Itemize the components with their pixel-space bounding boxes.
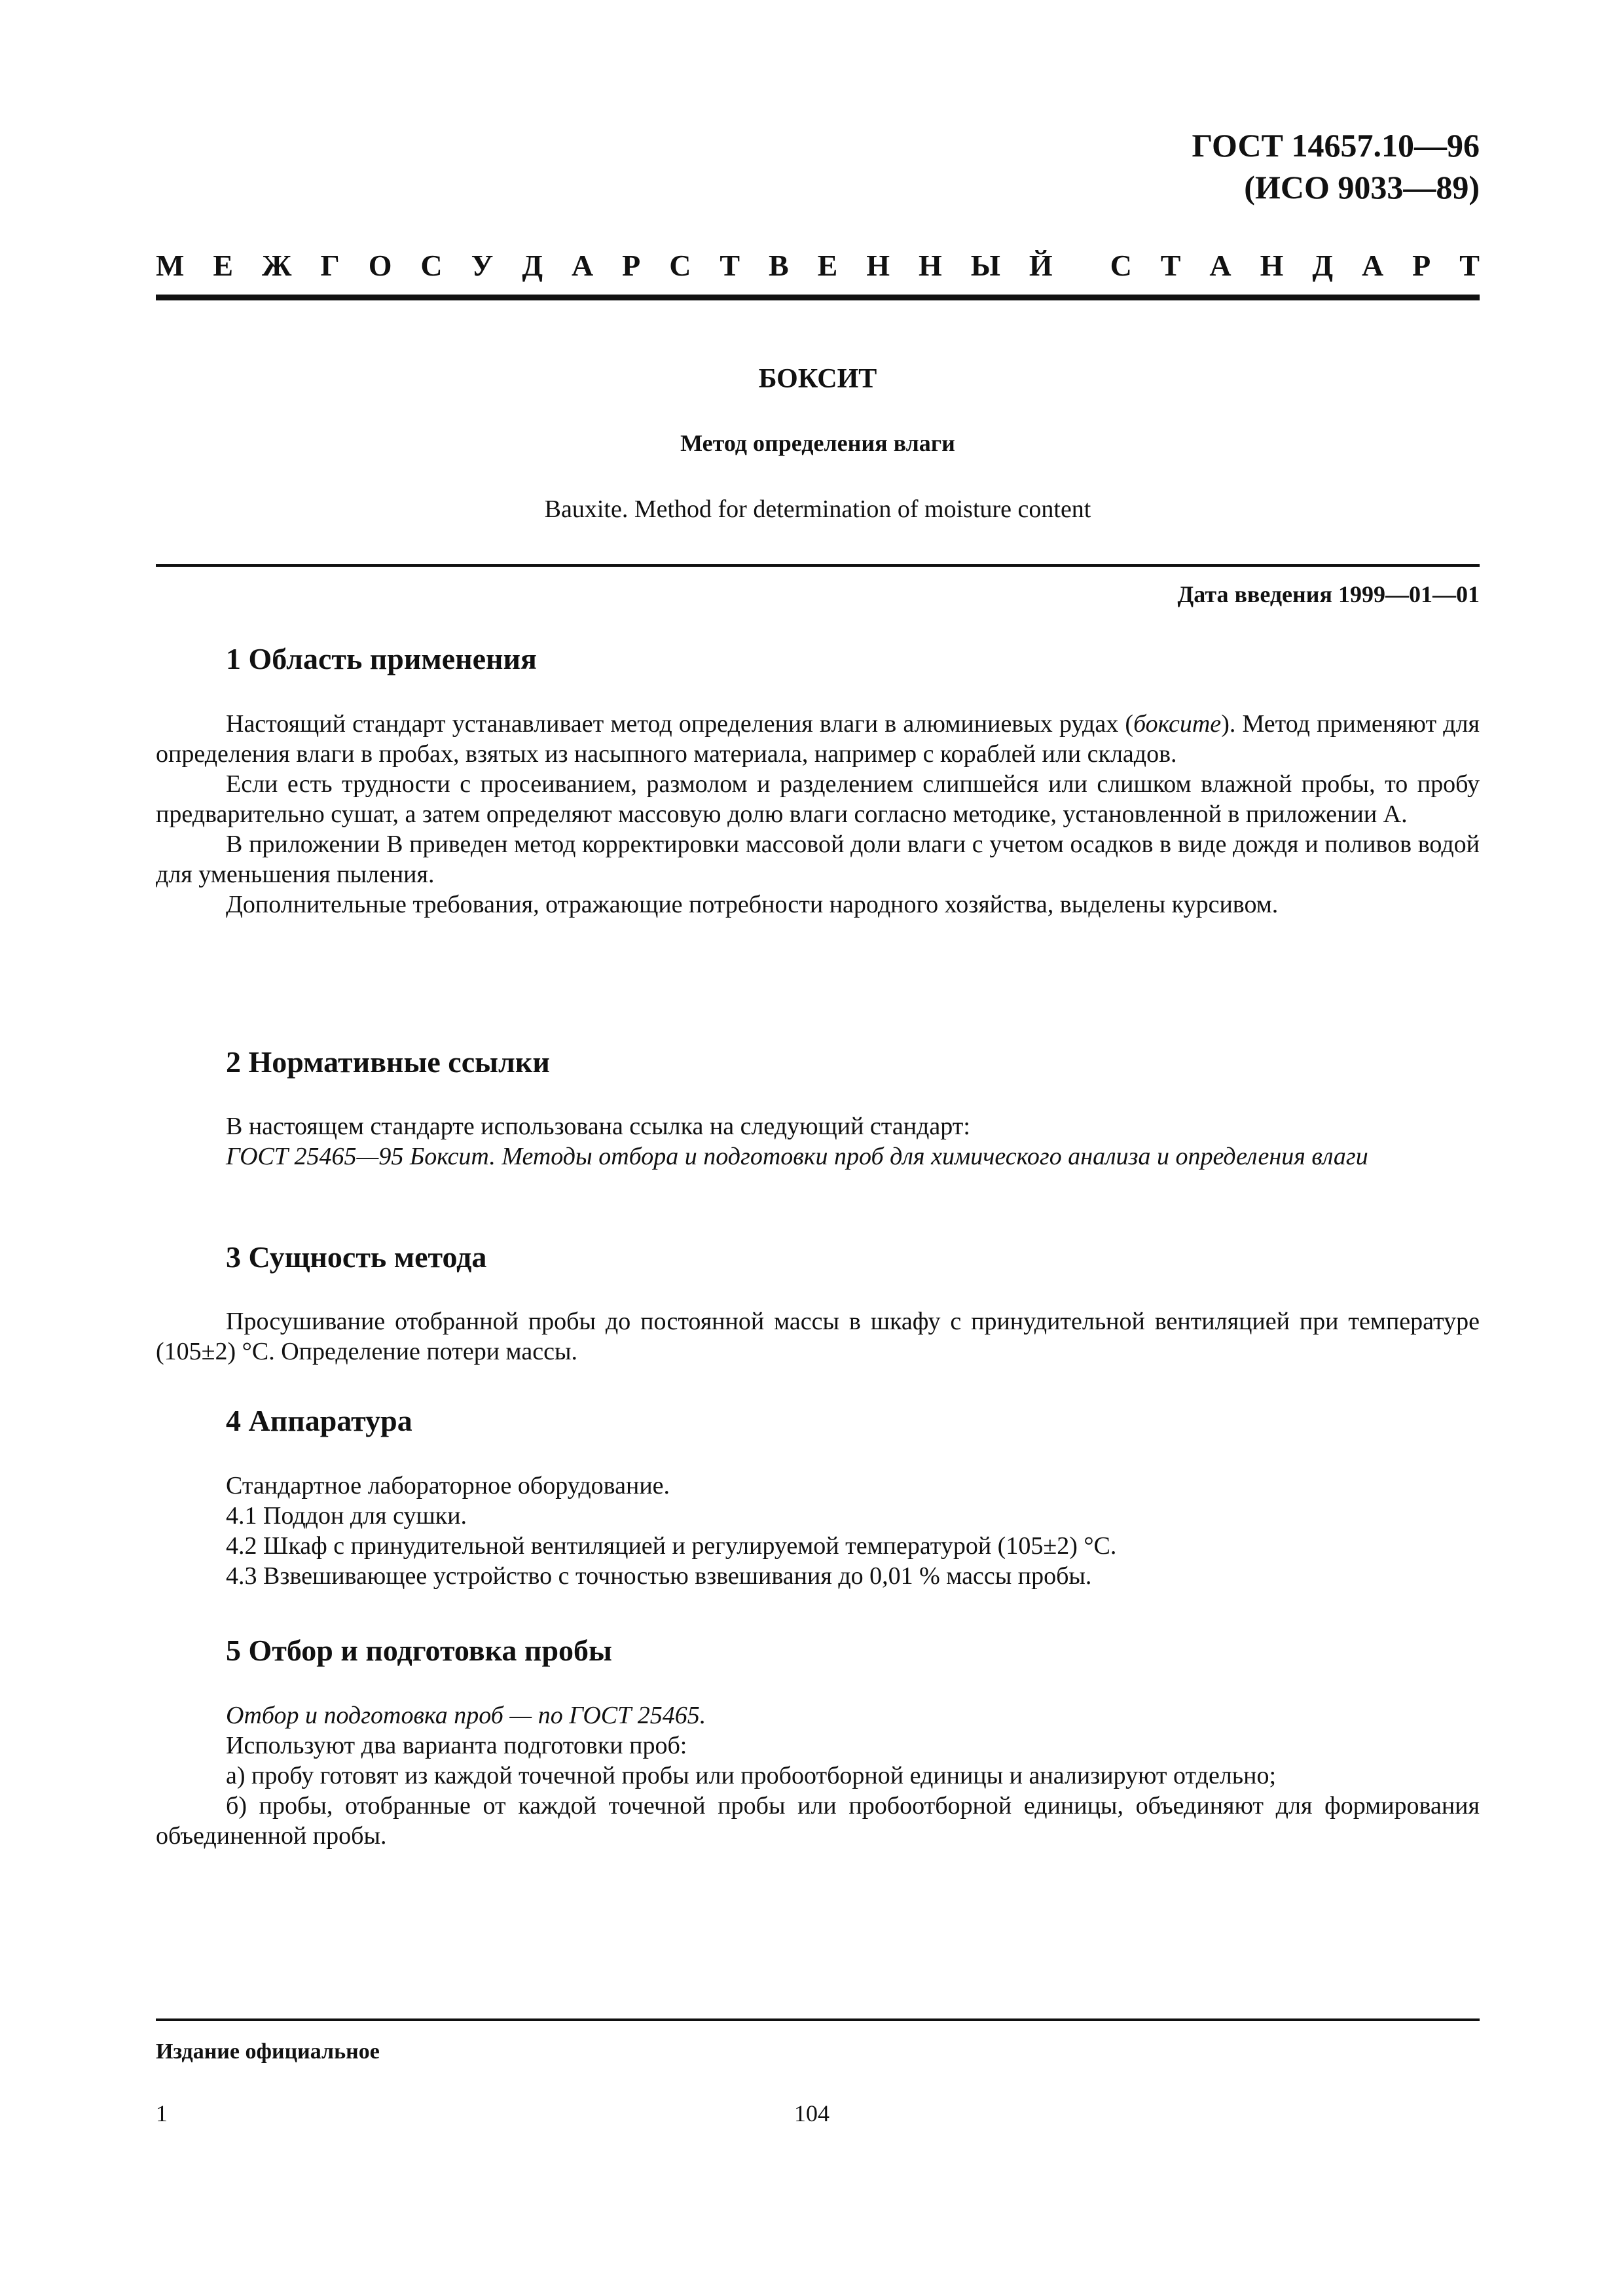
list-item: 4.3 Взвешивающее устройство с точностью взвешивания до 0,01 % массы пробы. [226, 1562, 1092, 1590]
section-heading: 4 Аппаратура [226, 1404, 412, 1437]
banner-letter: Е [817, 249, 838, 282]
text: Настоящий стандарт устанавливает метод определения влаги в алюминиевых рудах ( [226, 710, 1134, 738]
document-subtitle: Метод определения влаги [680, 430, 955, 456]
italic-text: боксите [1133, 710, 1222, 738]
banner-letter: Р [622, 249, 641, 282]
gost-designation [1192, 124, 1480, 208]
reference-item: ГОСТ 25465—95 Боксит. Методы отбора и подготовки проб для химического анализа и определения влаги [226, 1143, 1368, 1170]
banner-letter: С [420, 249, 443, 282]
sheet-number: 1 [156, 2100, 168, 2126]
section-body [156, 709, 1480, 920]
list-item: а) пробу готовят из каждой точечной пробы или пробоотборной единицы и анализируют отдельно; [226, 1762, 1277, 1789]
banner-letter: Д [1312, 249, 1333, 282]
paragraph: В настоящем стандарте использована ссылка на следующий стандарт: [226, 1113, 970, 1140]
banner-letter: Д [522, 249, 543, 282]
section-heading: 3 Сущность метода [226, 1240, 487, 1274]
banner-letter: Н [866, 249, 890, 282]
banner-letter: В [769, 249, 789, 282]
banner-letter: Т [1459, 249, 1480, 282]
section-body [156, 1700, 1480, 1851]
banner-letter: Й [1029, 249, 1053, 282]
banner-letter: Ж [262, 249, 292, 282]
interstate-standard-banner [156, 247, 1480, 284]
footer-divider [156, 2018, 1480, 2021]
banner-letter: Г [320, 249, 340, 282]
title-divider [156, 564, 1480, 567]
banner-letter: С [1110, 249, 1132, 282]
banner-letter: О [368, 249, 392, 282]
section-body [156, 1306, 1480, 1367]
gost-number: ГОСТ 14657.10—96 [1192, 127, 1480, 164]
header-divider [156, 295, 1480, 300]
banner-letter: А [1361, 249, 1384, 282]
banner-letter: Р [1412, 249, 1431, 282]
english-title: Bauxite. Method for determination of moisture content [544, 495, 1091, 523]
text: ). Метод применяют для определения влаги в пробах, взятых из насыпного материала, например с кораблей или складов. [156, 710, 1480, 768]
banner-letter: А [571, 249, 594, 282]
paragraph [156, 709, 1480, 769]
banner-letter: Т [720, 249, 740, 282]
section-heading: 2 Нормативные ссылки [226, 1045, 550, 1079]
banner-letter: Т [1160, 249, 1181, 282]
banner-letter: Н [1260, 249, 1284, 282]
paragraph: Отбор и подготовка проб — по ГОСТ 25465. [226, 1702, 706, 1729]
official-edition-label: Издание официальное [156, 2039, 380, 2064]
section-body [156, 1111, 1480, 1172]
banner-letter: С [669, 249, 691, 282]
page-number: 104 [794, 2100, 830, 2126]
introduction-date: Дата введения 1999—01—01 [1177, 581, 1480, 607]
paragraph: В приложении В приведен метод корректировки массовой доли влаги с учетом осадков в виде дождя и поливов водой для уменьшения пыления. [156, 831, 1480, 888]
section-heading: 5 Отбор и подготовка пробы [226, 1634, 612, 1667]
paragraph: Если есть трудности с просеиванием, размолом и разделением слипшейся или слишком влажной пробы, то пробу предварительно сушат, а затем определяют массовую долю влаги согласно методике, установленной в приложении А. [156, 770, 1480, 828]
paragraph: Просушивание отобранной пробы до постоянной массы в шкафу с принудительной вентиляцией при температуре (105±2) °С. Определение потери массы. [156, 1308, 1480, 1365]
paragraph: Дополнительные требования, отражающие потребности народного хозяйства, выделены курсивом. [226, 891, 1279, 918]
banner-letter: М [156, 249, 185, 282]
banner-letter: У [471, 249, 494, 282]
banner-letter: Ы [970, 249, 1000, 282]
banner-letter: Н [919, 249, 942, 282]
list-item: б) пробы, отобранные от каждой точечной пробы или пробоотборной единицы, объединяют для формирования объединенной пробы. [156, 1792, 1480, 1850]
banner-letter: А [1209, 249, 1231, 282]
paragraph: Стандартное лабораторное оборудование. [226, 1472, 670, 1499]
section-heading: 1 Область применения [226, 642, 537, 675]
list-item: 4.1 Поддон для сушки. [226, 1502, 467, 1530]
document-title: БОКСИТ [758, 364, 877, 394]
iso-number: (ИСО 9033—89) [1244, 169, 1480, 206]
section-body [156, 1471, 1480, 1591]
list-item: 4.2 Шкаф с принудительной вентиляцией и регулируемой температурой (105±2) °С. [226, 1532, 1117, 1560]
paragraph: Используют два варианта подготовки проб: [226, 1732, 687, 1759]
banner-letter: Е [213, 249, 234, 282]
